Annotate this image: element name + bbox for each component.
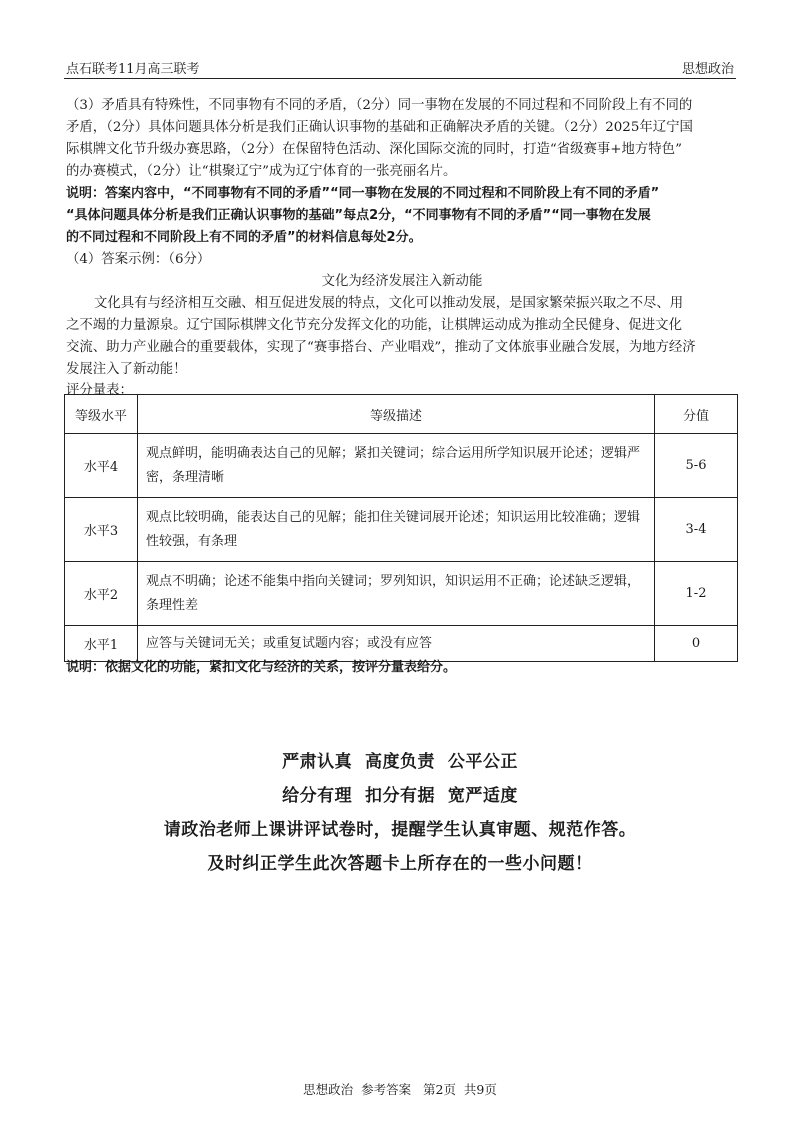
header-score: 分值 [655, 395, 738, 434]
level-cell: 水平1 [65, 626, 138, 662]
slogan-block [64, 745, 736, 881]
score-cell: 5-6 [655, 434, 738, 498]
desc-cell: 观点比较明确，能表达自己的见解；能扣住关键词展开论述；知识运用比较准确；逻辑性较强，有条理 [138, 498, 655, 562]
essay-title: 文化为经济发展注入新动能 [321, 274, 483, 289]
q3-line: 的办赛模式，（2分）让“棋聚辽宁”成为辽宁体育的一张亮丽名片。 [66, 164, 457, 179]
level-cell: 水平4 [65, 434, 138, 498]
slogan-line: 给分有理 扣分有据 宽严适度 [282, 786, 518, 806]
essay-line: 文化具有与经济相互交融、相互促进发展的特点，文化可以推动发展，是国家繁荣振兴取之不尽、用 [94, 296, 684, 311]
essay-line: 交流、助力产业融合的重要载体，实现了“赛事搭台、产业唱戏”，推动了文体旅事业融合发展，为地方经济 [66, 340, 696, 355]
rubric-label: 评分量表： [66, 383, 133, 398]
table-row [65, 434, 738, 498]
q3-line: （3）矛盾具有特殊性，不同事物有不同的矛盾，（2分）同一事物在发展的不同过程和不同阶段上有不同的 [66, 98, 693, 113]
q3-line: 际棋牌文化节升级办赛思路，（2分）在保留特色活动、深化国际交流的同时，打造“省级赛事+地方特色” [66, 142, 682, 157]
level-cell: 水平3 [65, 498, 138, 562]
desc-cell: 观点不明确；论述不能集中指向关键词；罗列知识，知识运用不正确；论述缺乏逻辑，条理性差 [138, 562, 655, 626]
essay-line: 发展注入了新动能！ [66, 362, 187, 377]
table-row [65, 498, 738, 562]
essay-line: 之不竭的力量源泉。辽宁国际棋牌文化节充分发挥文化的功能，让棋牌运动成为推动全民健身、促进文化 [66, 318, 682, 333]
table-header-row [65, 395, 738, 434]
score-cell: 1-2 [655, 562, 738, 626]
table-row [65, 562, 738, 626]
slogan-line: 及时纠正学生此次答题卡上所存在的一些小问题！ [207, 854, 593, 874]
desc-cell: 应答与关键词无关；或重复试题内容；或没有应答 [138, 626, 655, 662]
desc-cell: 观点鲜明，能明确表达自己的见解；紧扣关键词；综合运用所学知识展开论述；逻辑严密，条理清晰 [138, 434, 655, 498]
header-desc: 等级描述 [138, 395, 655, 434]
page-header [64, 56, 736, 79]
q3-note-line: “具体问题具体分析是我们正确认识事物的基础”每点2分，“不同事物有不同的矛盾”“同一事物在发展 [66, 208, 651, 223]
answer-content [66, 95, 738, 401]
rubric-table [64, 394, 738, 662]
q4-label: （4）答案示例：（6分） [66, 252, 211, 267]
level-cell: 水平2 [65, 562, 138, 626]
score-cell: 3-4 [655, 498, 738, 562]
header-level: 等级水平 [65, 395, 138, 434]
q3-note-line: 的不同过程和不同阶段上有不同的矛盾”的材料信息每处2分。 [66, 230, 422, 245]
page-footer: 思想政治 参考答案 第2页 共9页 [303, 1082, 497, 1097]
slogan-line: 请政治老师上课讲评试卷时，提醒学生认真审题、规范作答。 [163, 820, 637, 840]
exam-title: 点石联考11月高三联考 [66, 62, 200, 77]
slogan-line: 严肃认真 高度负责 公平公正 [282, 752, 518, 772]
score-cell: 0 [655, 626, 738, 662]
subject-name: 思想政治 [681, 62, 734, 77]
q3-line: 矛盾，（2分）具体问题具体分析是我们正确认识事物的基础和正确解决矛盾的关键。（2分）2025年辽宁国 [66, 120, 693, 135]
grading-note: 说明：依据文化的功能，紧扣文化与经济的关系，按评分量表给分。 [66, 660, 457, 675]
q3-note-line: 说明：答案内容中，“不同事物有不同的矛盾”“同一事物在发展的不同过程和不同阶段上有不同的矛盾” [66, 186, 660, 201]
